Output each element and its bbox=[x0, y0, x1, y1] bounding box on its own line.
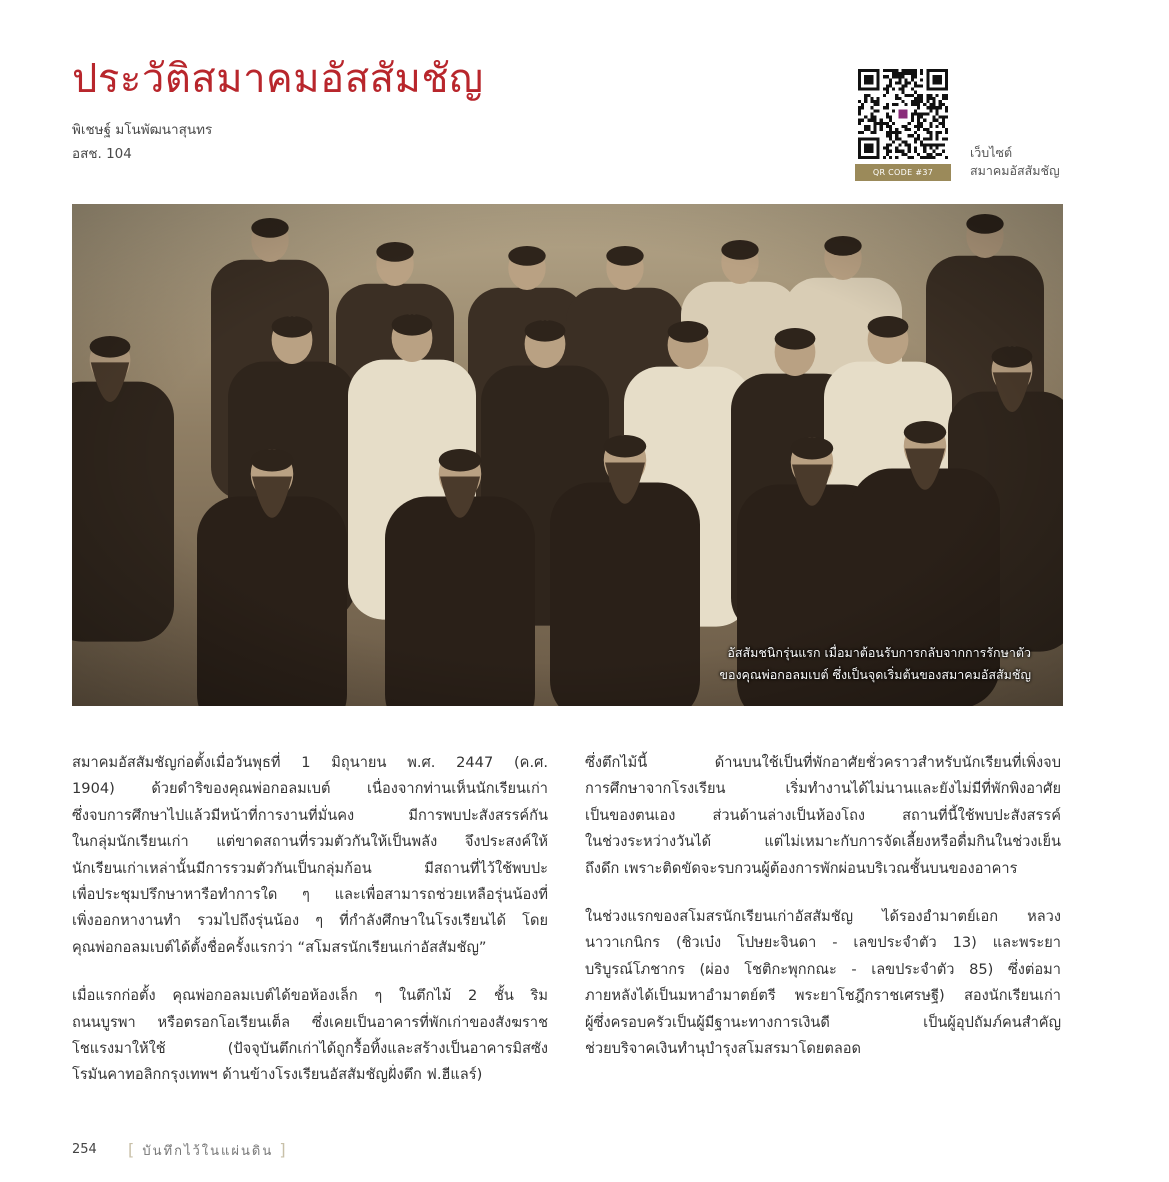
text-line: ถนนบูรพา หรือตรอกโอเรียนเต็ล ซึ่งเคยเป็นอาคารที่พักเก่าของสังฆราช bbox=[72, 1013, 548, 1031]
text-line: นักเรียนเก่าเหล่านั้นมีการรวมตัวกันเป็นกลุ่มก้อน มีสถานที่ไว้ใช้พบปะ bbox=[72, 859, 548, 877]
text-line: คุณพ่อกอลมเบต์ได้ตั้งชื่อครั้งแรกว่า “สโมสรนักเรียนเก่าอัสสัมชัญ” bbox=[72, 938, 487, 956]
text-line: การศึกษาจากโรงเรียน เริ่มทำงานได้ไม่นานและยังไม่มีที่พักพิงอาศัย bbox=[585, 780, 1061, 798]
group-photo bbox=[72, 204, 1063, 706]
text-line: นาวาเกนิกร (ชิวเบ๋ง โปษยะจินดา - เลขประจำตัว 13) และพระยา bbox=[585, 934, 1061, 952]
footer-book-title: [ บันทึกไว้ในแผ่นดิน ] bbox=[128, 1140, 288, 1159]
qr-caption bbox=[970, 144, 1060, 180]
text-line: 1904) ด้วยดำริของคุณพ่อกอลมเบต์ เนื่องจากท่านเห็นนักเรียนเก่า bbox=[72, 780, 548, 798]
article-column-right bbox=[585, 750, 1061, 1084]
group-photo-image bbox=[72, 204, 1063, 706]
qr-caption-line: สมาคมอัสสัมชัญ bbox=[970, 163, 1060, 178]
text-line: ในช่วงระหว่างวันได้ แต่ไม่เหมาะกับการจัดเลี้ยงหรือดื่มกินในช่วงเย็น bbox=[585, 833, 1061, 851]
text-line: เพิ่งออกหางานทำ รวมไปถึงรุ่นน้อง ๆ ที่กำลังศึกษาในโรงเรียนได้ โดย bbox=[72, 912, 548, 930]
book-title: บันทึกไว้ในแผ่นดิน bbox=[142, 1144, 274, 1159]
photo-caption-line: ของคุณพ่อกอลมเบต์ ซึ่งเป็นจุดเริ่มต้นของสมาคมอัสสัมชัญ bbox=[719, 667, 1031, 682]
text-line: สมาคมอัสสัมชัญก่อตั้งเมื่อวันพุธที่ 1 มิถุนายน พ.ศ. 2447 (ค.ศ. bbox=[72, 754, 548, 771]
page-number: 254 bbox=[72, 1142, 97, 1157]
qr-code-label: QR CODE #37 bbox=[855, 164, 951, 181]
text-line: ในช่วงแรกของสโมสรนักเรียนเก่าอัสสัมชัญ ได้รองอำมาตย์เอก หลวง bbox=[585, 908, 1061, 926]
text-line: ภายหลังได้เป็นมหาอำมาตย์ตรี พระยาโชฎึกราชเศรษฐี) สองนักเรียนเก่า bbox=[585, 987, 1061, 1005]
text-line: โชแรงมาให้ใช้ (ปัจจุบันตึกเก่าได้ถูกรื้อทิ้งและสร้างเป็นอาคารมิสซัง bbox=[72, 1040, 548, 1058]
article-title: ประวัติสมาคมอัสสัมชัญ bbox=[72, 56, 484, 102]
text-line: ถึงดึก เพราะติดขัดจะรบกวนผู้ต้องการพักผ่อนบริเวณชั้นบนของอาคาร bbox=[585, 859, 1018, 877]
text-line: ซึ่งตึกไม้นี้ ด้านบนใช้เป็นที่พักอาศัยชั่วคราวสำหรับนักเรียนที่เพิ่งจบ bbox=[585, 754, 1061, 771]
paragraph bbox=[72, 983, 548, 1089]
author-name: พิเชษฐ์ มโนพัฒนาสุนทร bbox=[72, 122, 213, 138]
text-line: ผู้ซึ่งครอบครัวเป็นผู้มีฐานะทางการเงินดี เป็นผู้อุปถัมภ์คนสำคัญ bbox=[585, 1013, 1061, 1031]
author-id: อสช. 104 bbox=[72, 146, 132, 162]
text-line: ช่วยบริจาคเงินทำนุบำรุงสโมสรมาโดยตลอด bbox=[585, 1040, 862, 1058]
text-line: ในกลุ่มนักเรียนเก่า แต่ขาดสถานที่รวมตัวกันให้เป็นพลัง จึงประสงค์ให้ bbox=[72, 833, 548, 851]
text-line: ซึ่งจบการศึกษาไปแล้วมีหน้าที่การงานที่มั่นคง มีการพบปะสังสรรค์กัน bbox=[72, 806, 548, 824]
photo-caption bbox=[719, 642, 1031, 686]
paragraph bbox=[72, 750, 548, 961]
text-line: เป็นของตนเอง ส่วนด้านล่างเป็นห้องโถง สถานที่นี้ใช้พบปะสังสรรค์ bbox=[585, 806, 1061, 824]
text-line: บริบูรณ์โภชากร (ผ่อง โชติกะพุกกณะ - เลขประจำตัว 85) ซึ่งต่อมา bbox=[585, 960, 1061, 978]
text-line: โรมันคาทอลิกกรุงเทพฯ ด้านข้างโรงเรียนอัสสัมชัญฝั่งตึก ฟ.ฮีแลร์) bbox=[72, 1066, 483, 1084]
author-block bbox=[72, 118, 212, 166]
paragraph bbox=[585, 904, 1061, 1062]
qr-caption-line: เว็บไซต์ bbox=[970, 145, 1013, 160]
photo-caption-line: อัสสัมชนิกรุ่นแรก เมื่อมาต้อนรับการกลับจากการรักษาตัว bbox=[727, 645, 1031, 660]
text-line: เมื่อแรกก่อตั้ง คุณพ่อกอลมเบต์ได้ขอห้องเล็ก ๆ ในตึกไม้ 2 ชั้น ริม bbox=[72, 987, 548, 1005]
text-line: เพื่อประชุมปรึกษาหารือทำการใด ๆ และเพื่อสามารถช่วยเหลือรุ่นน้องที่ bbox=[72, 886, 548, 904]
qr-code-image[interactable] bbox=[855, 66, 951, 162]
qr-code-block[interactable] bbox=[855, 66, 951, 178]
qr-code-icon bbox=[858, 69, 948, 159]
article-column-left bbox=[72, 750, 548, 1111]
paragraph bbox=[585, 750, 1061, 882]
